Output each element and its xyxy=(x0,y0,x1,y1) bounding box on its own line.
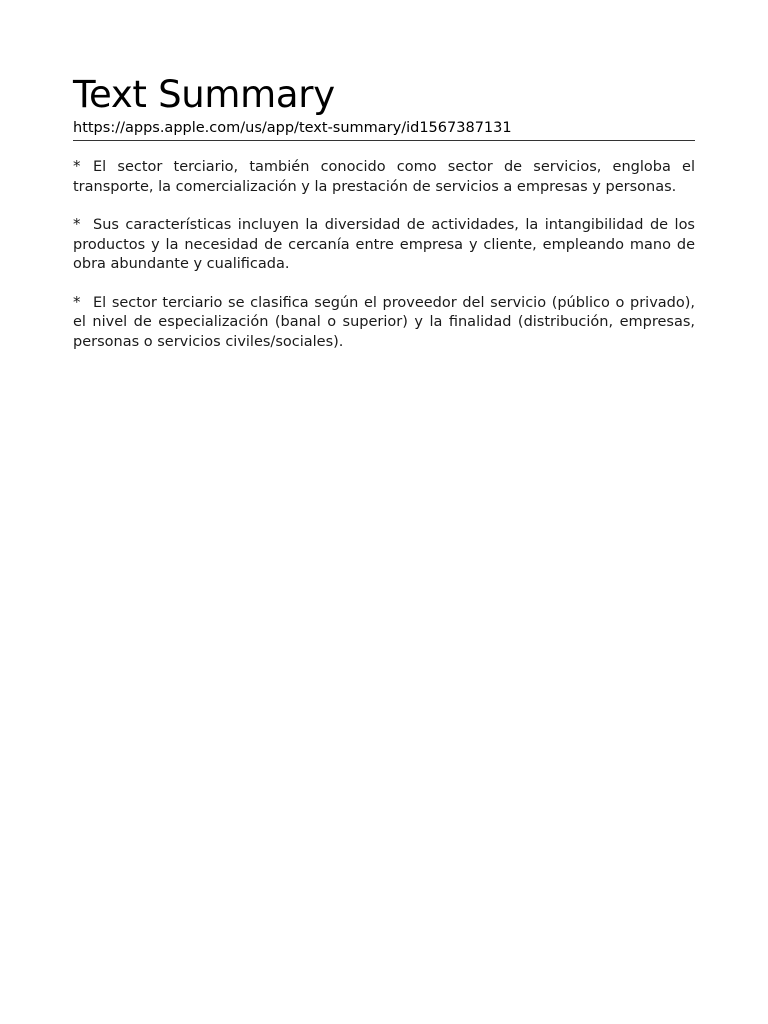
document-page xyxy=(73,72,695,370)
bullet-marker: * xyxy=(73,292,81,311)
bullet-marker: * xyxy=(73,215,81,233)
summary-item-text: El sector terciario se clasifica según el proveedor del servicio (público o privado), el nivel de especialización (banal o superior) y la finalidad (distribución, empresas, personas o servicios civiles/sociales). xyxy=(73,294,695,350)
summary-item-1 xyxy=(73,157,695,197)
bullet-marker: * xyxy=(73,157,81,175)
summary-item-2 xyxy=(73,215,695,275)
page-title: Text Summary xyxy=(73,73,335,116)
summary-list xyxy=(73,157,695,352)
summary-item-text: Sus características incluyen la diversidad de actividades, la intangibilidad de los productos y la necesidad de cercanía entre empresa y cliente, empleando mano de obra abundante y cualificada. xyxy=(73,217,695,272)
source-url: https://apps.apple.com/us/app/text-summary/id1567387131 xyxy=(73,119,695,141)
summary-item-text: El sector terciario, también conocido como sector de servicios, engloba el transporte, la comercialización y la prestación de servicios a empresas y personas. xyxy=(73,159,695,195)
summary-item-3 xyxy=(73,293,695,353)
